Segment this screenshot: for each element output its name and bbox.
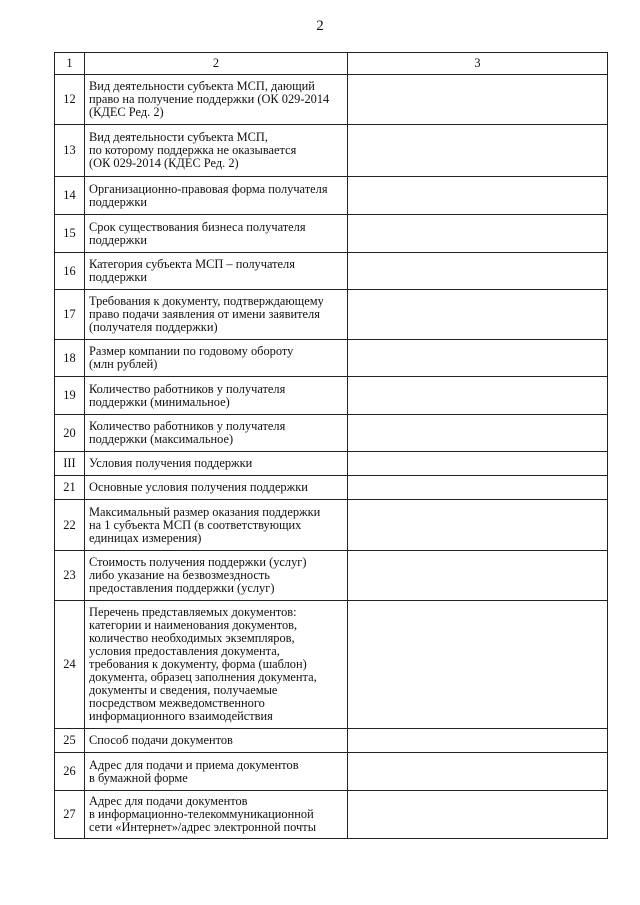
- table-row: [55, 476, 608, 500]
- row-label: Категория субъекта МСП – получателя поддержки: [85, 253, 348, 290]
- row-value: [348, 476, 608, 500]
- table-row: [55, 500, 608, 551]
- row-number: 27: [55, 791, 85, 839]
- table-row: [55, 177, 608, 215]
- row-number: 16: [55, 253, 85, 290]
- table-row: [55, 253, 608, 290]
- row-value: [348, 500, 608, 551]
- row-value: [348, 601, 608, 729]
- column-header-1: 1: [55, 53, 85, 75]
- row-value: [348, 253, 608, 290]
- row-number: 13: [55, 125, 85, 177]
- row-number: 14: [55, 177, 85, 215]
- row-value: [348, 340, 608, 377]
- table-row: [55, 125, 608, 177]
- table-row: [55, 290, 608, 340]
- section-row: [55, 452, 608, 476]
- row-value: [348, 177, 608, 215]
- row-value: [348, 753, 608, 791]
- table-row: [55, 75, 608, 125]
- row-value: [348, 377, 608, 415]
- row-label: Вид деятельности субъекта МСП, дающий право на получение поддержки (ОК 029-2014 (КДЕС Ред. 2): [85, 75, 348, 125]
- row-label: Вид деятельности субъекта МСП, по которому поддержка не оказывается (ОК 029-2014 (КДЕС Ред. 2): [85, 125, 348, 177]
- row-number: 22: [55, 500, 85, 551]
- table-row: [55, 377, 608, 415]
- row-number: 24: [55, 601, 85, 729]
- row-label: Требования к документу, подтверждающему право подачи заявления от имени заявителя (получателя поддержки): [85, 290, 348, 340]
- row-value: [348, 551, 608, 601]
- row-label: Адрес для подачи и приема документов в бумажной форме: [85, 753, 348, 791]
- table-row: [55, 601, 608, 729]
- row-label: Основные условия получения поддержки: [85, 476, 348, 500]
- table-row: [55, 791, 608, 839]
- form-table: [54, 52, 608, 839]
- row-number: 18: [55, 340, 85, 377]
- row-label: Способ подачи документов: [85, 729, 348, 753]
- table-row: [55, 340, 608, 377]
- section-number: III: [55, 452, 85, 476]
- row-number: 23: [55, 551, 85, 601]
- row-label: Стоимость получения поддержки (услуг) либо указание на безвозмездность предоставления поддержки (услуг): [85, 551, 348, 601]
- row-number: 19: [55, 377, 85, 415]
- row-number: 25: [55, 729, 85, 753]
- table-row: [55, 753, 608, 791]
- section-title: Условия получения поддержки: [85, 452, 348, 476]
- header-row: [55, 53, 608, 75]
- row-value: [348, 125, 608, 177]
- row-value: [348, 75, 608, 125]
- row-number: 15: [55, 215, 85, 253]
- row-value: [348, 290, 608, 340]
- table-row: [55, 729, 608, 753]
- row-value: [348, 452, 608, 476]
- column-header-3: 3: [348, 53, 608, 75]
- row-label: Размер компании по годовому обороту (млн рублей): [85, 340, 348, 377]
- page-number: 2: [316, 18, 324, 34]
- row-label: Срок существования бизнеса получателя поддержки: [85, 215, 348, 253]
- row-label: Адрес для подачи документов в информационно-телекоммуникационной сети «Интернет»/адрес электронной почты: [85, 791, 348, 839]
- table-row: [55, 551, 608, 601]
- row-value: [348, 729, 608, 753]
- row-label: Перечень представляемых документов: категории и наименования документов, количество необходимых экземпляров, условия предоставления документа, требования к документу, форма (шаблон) документа, образец заполнения документа, документы и сведения, получаемые посредством межведомственного информационного взаимодействия: [85, 601, 348, 729]
- row-label: Организационно-правовая форма получателя поддержки: [85, 177, 348, 215]
- row-label: Количество работников у получателя поддержки (минимальное): [85, 377, 348, 415]
- row-value: [348, 415, 608, 452]
- row-number: 26: [55, 753, 85, 791]
- row-value: [348, 215, 608, 253]
- row-label: Максимальный размер оказания поддержки на 1 субъекта МСП (в соответствующих единицах измерения): [85, 500, 348, 551]
- row-number: 17: [55, 290, 85, 340]
- row-value: [348, 791, 608, 839]
- row-label: Количество работников у получателя поддержки (максимальное): [85, 415, 348, 452]
- column-header-2: 2: [85, 53, 348, 75]
- row-number: 12: [55, 75, 85, 125]
- table-row: [55, 215, 608, 253]
- row-number: 20: [55, 415, 85, 452]
- row-number: 21: [55, 476, 85, 500]
- table-row: [55, 415, 608, 452]
